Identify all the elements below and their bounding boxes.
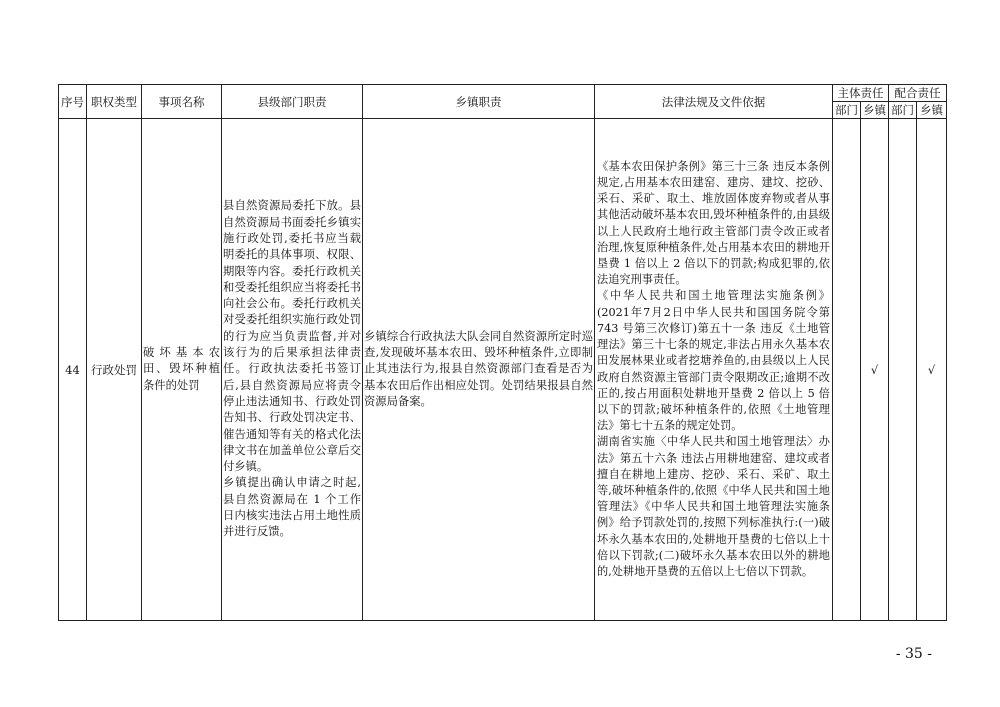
row-county-duty <box>222 119 363 621</box>
row-coop-dept <box>889 119 917 621</box>
law-basis-para-3: 湖南省实施〈中华人民共和国土地管理法〉办法》第五十六条 违法占用耕地建窑、建坟或者擅自在耕地上建房、挖砂、采石、采矿、取土等,破坏种植条件的,依照《中华人民共和国土地管理法》《中华人民共和国土地管理法实施条例》给予罚款处罚的,按照下列标准执行:(一)破坏永久基本农田的,处耕地开垦费的七倍以上十倍以下罚款;(二)破坏永久基本农田以外的耕地的,处耕地开垦费的五倍以上七倍以下罚款。 <box>597 435 830 578</box>
row-main-dept <box>833 119 861 621</box>
law-basis-para-1: 《基本农田保护条例》第三十三条 违反本条例规定,占用基本农田建窑、建房、建坟、挖砂、采石、采矿、取土、堆放固体废弃物或者从事其他活动破坏基本农田,毁坏种植条件的,由县级以上人民政府土地行政主管部门责令改正或者治理,恢复原种植条件,处占用基本农田的耕地开垦费 1 倍以上 2 倍以下的罚款;构成犯罪的,依法追究刑事责任。 <box>597 159 830 287</box>
county-duty-para-2: 乡镇提出确认申请之时起,县自然资源局在 1 个工作日内核实违法占用土地性质并进行反馈。 <box>223 476 361 539</box>
row-no: 44 <box>59 119 87 621</box>
header-law-basis: 法律法规及文件依据 <box>595 85 833 119</box>
row-power-type: 行政处罚 <box>87 119 142 621</box>
header-no: 序号 <box>59 85 87 119</box>
header-main-dept: 部门 <box>833 102 861 119</box>
header-county-duty: 县级部门职责 <box>222 85 363 119</box>
row-main-town-check: √ <box>861 119 889 621</box>
row-item-name: 破坏基本农田、毁坏种植条件的处罚 <box>142 119 222 621</box>
row-town-duty: 乡镇综合行政执法大队会同自然资源所定时巡查,发现破坏基本农田、毁坏种植条件,立即制止其违法行为,报县自然资源部门查看是否为基本农田后作出相应处罚。处罚结果报县自然资源局备案。 <box>363 119 595 621</box>
responsibility-table <box>58 84 947 621</box>
page-number: - 35 - <box>895 646 932 662</box>
row-coop-town-check: √ <box>917 119 947 621</box>
header-coop-dept: 部门 <box>889 102 917 119</box>
header-coop-resp: 配合责任 <box>889 85 947 102</box>
header-main-town: 乡镇 <box>861 102 889 119</box>
header-power-type: 职权类型 <box>87 85 142 119</box>
header-item-name: 事项名称 <box>142 85 222 119</box>
header-coop-town: 乡镇 <box>917 102 947 119</box>
header-town-duty: 乡镇职责 <box>363 85 595 119</box>
table-row <box>59 119 947 621</box>
row-law-basis <box>595 119 833 621</box>
header-main-resp: 主体责任 <box>833 85 889 102</box>
law-basis-para-2: 《中华人民共和国土地管理法实施条例》(2021年7月2日中华人民共和国国务院令第743 号第三次修订)第五十一条 违反《土地管理法》第三十七条的规定,非法占用永久基本农田发展林果业或者挖塘养鱼的,由县级以上人民政府自然资源主管部门责令限期改正;逾期不改正的,按占用面积处耕地开垦费 2 倍以上 5 倍以下的罚款;破坏种植条件的,依照《土地管理法》第七十五条的规定处罚。 <box>597 289 830 433</box>
county-duty-para-1: 县自然资源局委托下放。县自然资源局书面委托乡镇实施行政处罚,委托书应当载明委托的具体事项、权限、期限等内容。委托行政机关和受委托组织应当将委托书向社会公布。委托行政机关对受委托组织实施行政处罚的行为应当负责监督,并对该行为的后果承担法律责任。行政执法委托书签订后,县自然资源局应将责令停止违法通知书、行政处罚告知书、行政处罚决定书、催告通知等有关的格式化法律文书在加盖单位公章后交付乡镇。 <box>223 199 361 474</box>
header-row <box>59 85 947 102</box>
